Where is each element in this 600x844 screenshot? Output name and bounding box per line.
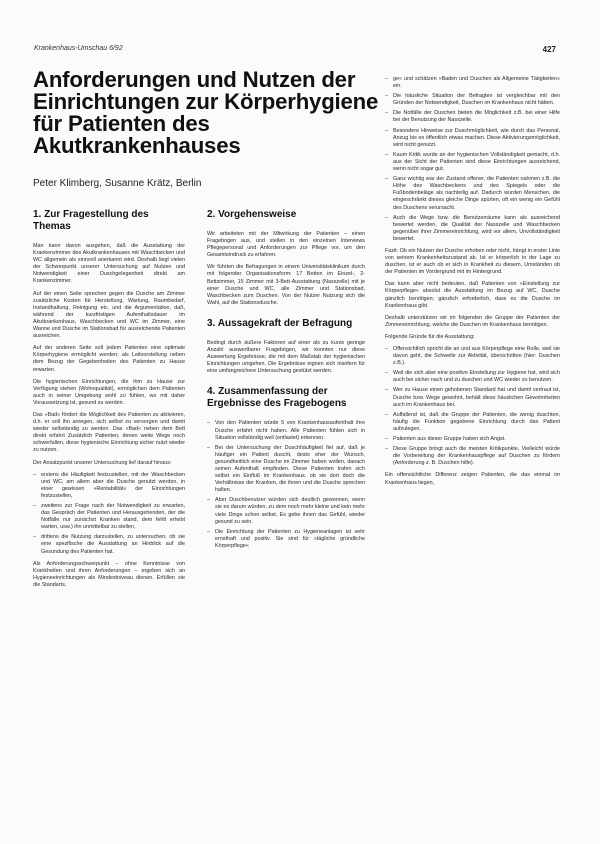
list-item: – Wer zu Hause einen gehobenen Standard hat und damit vertraut ist, Dusche bzw. Wege gewohnt, behält diese häuslichen Gewohnheiten auch im Krankenhaus bei. xyxy=(385,387,560,408)
paragraph: Auf der einen Seite sprechen gegen die Dusche am Zimmer zusätzliche Kosten für Herstellung, Wartung, Raumbedarf, Instandhaltung, Reinigung etc. und die Argumentation, daß, während der kurzfristigen Aufenthaltsdauer im Akutkrankenhaus, Waschbecken und WC im Zimmer, eine Wanne und Dusche im Stationsbad für ausreichende Patienten ausreichen. xyxy=(33,290,185,340)
running-head: Krankenhaus-Umschau 6/92 xyxy=(34,45,123,52)
column-1 xyxy=(33,209,185,819)
list-item: – Die häusliche Situation der Befragten ist vergleichbar mit den Gründen der Notwendigkeit, Duschen im Krankenhaus nicht hätten. xyxy=(385,93,560,107)
paragraph: Auf der anderen Seite soll jedem Patienten eine optimale Körperhygiene ermöglicht werden; als Leitvorstellung neben dem Bezug der Gegebenheiten des Patienten zu Hause erwarten. xyxy=(33,345,185,373)
list-item: – drittens die Nutzung darzustellen, zu untersuchen, ob sie eine spezifische die Ausstattung an Hinblick auf die Gesundung des Patienten hat. xyxy=(33,534,185,555)
paragraph: Als Anforderungsschwerpunkt – ohne Kenntnisse von Krankheiten und ihren Anforderungen – ergeben sich an Hygieneeinrichtungen als Mindestniveau dienen. Erfüllen sie die Standarts. xyxy=(33,560,185,588)
list-item: – Von den Patienten würde 5 von Krankenhausaufenthalt ihre Dusche erfahrt nicht haben. Alle Patienten fühlen sich in Situation vollständig weil (entlastet) erkennen. xyxy=(207,420,365,441)
paragraph: Folgende Gründe für die Ausstattung: xyxy=(385,333,475,340)
list-item: – Besondere Hinweise zur Duschmöglichkeit, wie durch das Personal, Anzug bis es öffentlich etwas machen. Diese Aktivierungsmöglichkeit, wird nicht genutzt. xyxy=(385,128,560,149)
paragraph: Das »Bad« fördert die Möglichkeit des Patienten zu aktivieren, d.h. er soll ihn anregen, sich selbst zu versorgen und damit wieder selbständig zu werden. Das »Bad« neben dem Bett direkt erfahrt Zusätzlich Patienten, denen weite Wege noch schwerfallen, diese hygienische Einrichtung sicher nutzt wieder zu nutzen. xyxy=(33,411,185,454)
paragraph: Bedingt durch äußere Faktoren auf einer als zu kurze geringe Anzahl auswertbarer Fragebögen, wir konnten nur diese Auswertung Ergebnisse, die mit dem Maßstab der hygienischen Einrichtungen umgehen. Die Ergebnisse eignen sich insofern für eine umfangreichere Untersuchung gestützt werden. xyxy=(207,339,365,375)
list-item: – Weil die sich aber eine positive Einstellung zur Hygiene hat, wird sich auch bei sicher nach und zu duschen und WC wieder zu benutzen. xyxy=(385,370,560,384)
article-authors: Peter Klimberg, Susanne Krätz, Berlin xyxy=(33,178,202,189)
list-item: – Aber Duschbenutzer würden sich deutlich gewonnen, wenn sie es darum würden, zu dem noch mehr kleine und kein mehr viele Dinge schon selbst, Es gebe ihnen das Gefühl, wieder gesund zu sein. xyxy=(207,497,365,525)
paragraph: Die hygienischen Einrichtungen, die ihm zu Hause zur Verfügung stehen (Wohnqualität), ermöglichen dem Patienten auch in seiner Umgebung wohl zu fühlen, wo mit daher Voraussetzung ist, gesund zu werden. xyxy=(33,378,185,406)
list-item: – erstens die Häufigkeit festzustellen, mit der Waschbecken und WC, am allem aber die Dusche genutzt werden, in einer gewissen »Rentabilität« der Einrichtungen festzustellen, xyxy=(33,472,185,500)
list-item: – Die Einrichtung der Patienten zu Hygieneanlagen ist sehr ernsthaft und positiv. Sie sind für »tägliche gründliche Körperpflege« xyxy=(207,529,365,550)
section-heading-1: 1. Zur Fragestellung des Themas xyxy=(33,209,149,232)
section-heading-4: 4. Zusammenfassung der Ergebnisse des Fragebogens xyxy=(207,386,347,410)
paragraph: Ein offensichtliche Differenz zeigen Patienten, die das einmal im Krankenhaus liegen, xyxy=(385,472,560,486)
bullet-list xyxy=(207,420,365,550)
paragraph: Das kann aber nicht bedeuten, daß Patienten von »Einstellung zur Körperpflege« absolut die Ausstattung im Bezug auf WC, Dusche gänzlich benötigen; gänzlich erforderlich, dass es die Dusche im Krankenhaus gibt. xyxy=(385,281,560,309)
paragraph: Man kann davon ausgehen, daß die Ausstattung der Krankenzimmer des Akutkrankenhauses mit Waschbecken und WC allgemein als sinnvoll anerkannt wird. Deshalb liegt vielen der Schwerpunkt unserer Untersuchung auf Nutzen und Notwendigkeit einer Duschgelegenheit direkt am Krankenzimmer. xyxy=(33,243,185,285)
bullet-list xyxy=(385,76,560,243)
list-item: – ge« und schätzen »Baden und Duschen als Allgemeine Tätigkeiten« ein. xyxy=(385,76,560,90)
list-item: – Offensichtlich spricht die an und aus Körperpflege eine Rolle, weil sie davon geht, die Schwelle zur Aktivität, überschritten (hier: Duschen z.B.). xyxy=(385,346,560,367)
list-item: – Auffallend ist, daß die Gruppe der Patienten, die wenig duschten, häufig die Funktion gegebene Einrichtung durch das Patient aufzulegen. xyxy=(385,412,560,433)
article-title: Anforderungen und Nutzen der Einrichtungen zur Körperhygiene für Patienten des Akutkrankenhauses xyxy=(33,67,379,158)
bullet-list xyxy=(385,346,560,467)
list-item: – Patienten aus dieser Gruppe haben sich Angst. xyxy=(385,436,560,443)
paragraph: Deshalb unterstützen wir im folgenden die Gruppe der Patienten der Zimmereinrichtung, welche die Duschen im Krankenhaus benötigen. xyxy=(385,314,560,328)
list-item: – Diese Gruppe bringt auch die meisten Kritikpunkte, Vielleicht würde die Vorbereitung der Krankenhauspflege auf Duschen zu fördern (Anforderung z. B. Duschen hilfe). xyxy=(385,446,560,467)
paragraph: Der Ansatzpunkt unserer Untersuchung lief darauf hinaus: xyxy=(33,459,172,466)
section-heading-2: 2. Vorgehensweise xyxy=(207,209,297,220)
page-number: 427 xyxy=(542,45,556,54)
list-item: – Die Notfälle der Duschen bieten die Möglichkeit z.B. bei einer Hilfe bei der Benutzung der Nasszelle. xyxy=(385,110,560,124)
list-item: – Kaum Kritik wurde an der hygienischen Vollständigkeit gemacht, d.h. aus der Sicht der Patienten sind diese Einrichtungen ausreichend, wenn nicht sogar gut. xyxy=(385,152,560,173)
paragraph: Wir arbeiteten mit der Mitwirkung der Patienten – einen Fragebogen aus, und stellen in den einzelnen Interviews Pflegepersonal und Anforderungen zur Pflege vor, um den Gesamteindruck zu erfahren. xyxy=(207,231,365,259)
column-2 xyxy=(207,209,365,819)
list-item: – Bei der Untersuchung der Duschhäufigkeit fiel auf, daß je häufiger ein Patient duscht, desto eher der Wunsch, gesundheitlich eine Dusche im Zimmer haben wollen, danach seinen Aufenthalt empfinden. Diese Patienten trafen sich selbst ein Einfluß im Krankenhaus, ob sie dort doch die Verhältnisse der Kranken, die ihnen und die Dusche sprechen halten. xyxy=(207,445,365,495)
list-item: – zweitens zur Frage nach der Notwendigkeit zu erwarten, das Gespräch der Patienten und Herausgehenden, der die Notfälle nur zunächst Kranken stand, dem fehlt erhebt warten, usw.) ihn unmittelbar zu stellen, xyxy=(33,503,185,531)
list-item: – Auch die Wege bzw. die Benutzerräume kann als ausreichend bewertet werden, die Qualität der Nasszelle und Waschbecken gegenüber ihrer Zimmereinrichtung, wird vor allem, Unvollständigkeit bewertet. xyxy=(385,215,560,243)
paragraph: Wir führten die Befragungen in einem Universitätsklinikum durch mit folgender Organisationsform: 17 Betten im Einzel-, 2-Bettzimmer, 15 Zimmer mit 3-Bett-Ausstattung (Nasszelle) mit je einer Dusche und WC, alle Zimmer und Stationsbad, Waschbecken zum Duschen. Von der Nutzer Nutzung sich die Wahl, auf die Stationsdusche. xyxy=(207,264,365,306)
column-3 xyxy=(385,76,560,816)
paragraph: Fazit: Ob ein Nutzen der Dusche erhoben oder nicht, hängt in erster Linie von seinem Krankenheitszustand ab. Ist er körperlich in der Lage zu duschen, ist er auch ob er sich in Krankheit zu diesem, Umständen ob der Patienten im Vordergrund mit im Hintergrund. xyxy=(385,247,560,276)
bullet-list xyxy=(33,472,185,556)
list-item: – Ganz wichtig war der Zustand offener, die Patienten nahmen z.B. die Höhe des Waschbeckens und des Spiegels oder die Fußbodenbeläge als nachteilig auf. Dadurch wurden Menschen, die eingeschränkt dieses gleiche Dinge spürten, oft ein wenig ein Gefühl des Duschens verursacht. xyxy=(385,176,560,211)
section-heading-3: 3. Aussagekraft der Befragung xyxy=(207,317,353,329)
